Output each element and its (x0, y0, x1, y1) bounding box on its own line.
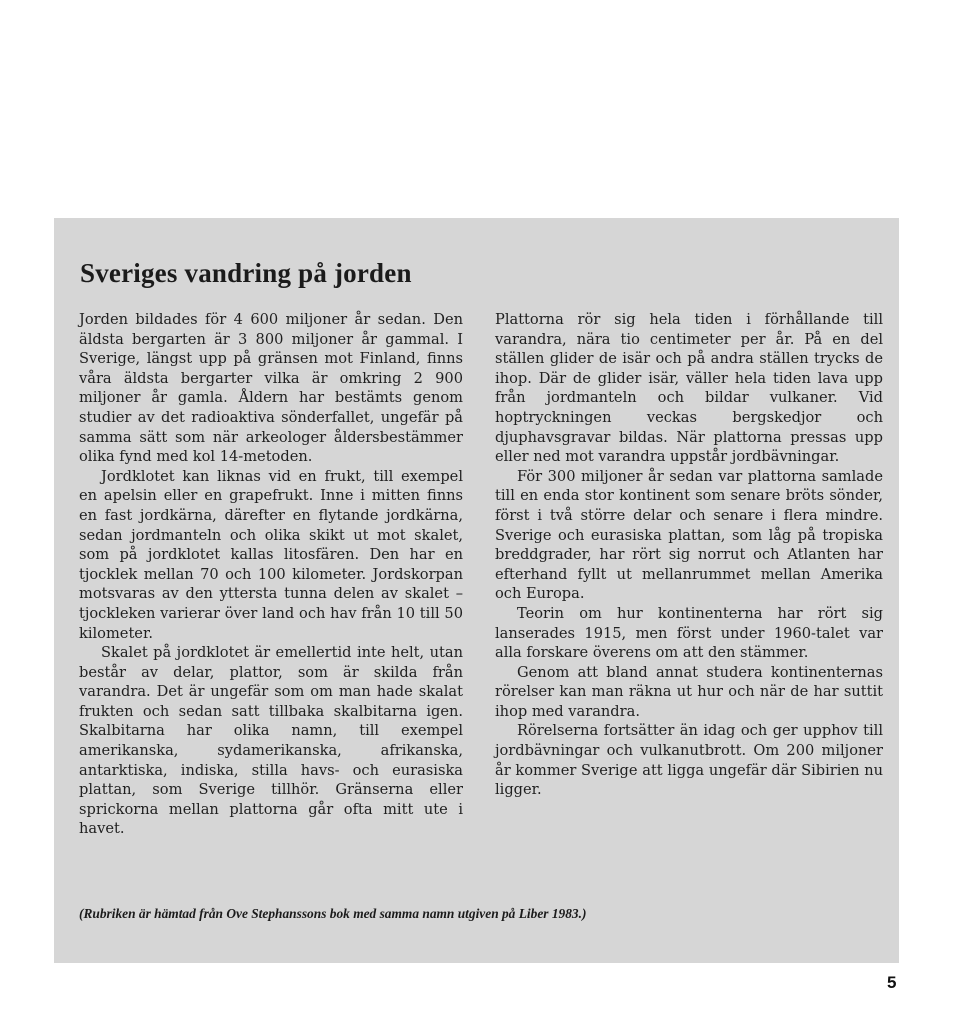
paragraph: Rörelserna fortsätter än idag och ger upphov till jordbävningar och vulkanutbrott. Om 200 miljoner år kommer Sverige att ligga ungefär där Sibirien nu ligger. (495, 722, 883, 799)
paragraph: Jordklotet kan liknas vid en frukt, till exempel en apelsin eller en grapefrukt. Inne i mitten finns en fast jordkärna, därefter en flytande jordkärna, sedan jordmanteln och olika skikt ut mot skalet, som på jordklotet kallas litosfären. Den har en tjocklek mellan 70 och 100 kilometer. Jordskorpan motsvaras av den yttersta tunna delen av skalet – tjockleken varierar över land och hav från 10 till 50 kilometer. (79, 467, 463, 642)
page-number: 5 (887, 973, 897, 992)
source-footnote: (Rubriken är hämtad från Ove Stephanssons bok med samma namn utgiven på Liber 1983.) (79, 906, 587, 921)
right-column (495, 310, 883, 800)
paragraph: Teorin om hur kontinenterna har rört sig lanserades 1915, men först under 1960-talet var alla forskare överens om att den stämmer. (495, 604, 883, 662)
paragraph: Plattorna rör sig hela tiden i förhållande till varandra, nära tio centimeter per år. På en del ställen glider de isär och på andra ställen trycks de ihop. Där de glider isär, väller hela tiden lava upp från jordmanteln och bildar vulkaner. Vid hoptryckningen veckas bergskedjor och djuphavsgravar bildas. När plattorna pressas upp eller ned mot varandra uppstår jordbävningar. (495, 311, 883, 466)
left-column (79, 310, 463, 839)
paragraph: Genom att bland annat studera kontinenternas rörelser kan man räkna ut hur och när de har suttit ihop med varandra. (495, 663, 883, 720)
paragraph: För 300 miljoner år sedan var plattorna samlade till en enda stor kontinent som senare bröts sönder, först i två större delar och senare i flera mindre. Sverige och eurasiska plattan, som låg på tropiska breddgrader, har rört sig norrut och Atlanten har efterhand fyllt ut mellanrummet mellan Amerika och Europa. (495, 467, 883, 603)
paragraph: Skalet på jordklotet är emellertid inte helt, utan består av delar, plattor, som är skilda från varandra. Det är ungefär som om man hade skalat frukten och sedan satt tillbaka skalbitarna igen. Skalbitarna har olika namn, till exempel amerikanska, sydamerikanska, afrikanska, antarktiska, indiska, stilla havs- och eurasiska plattan, som Sverige tillhör. Gränserna eller sprickorna mellan plattorna går ofta mitt ute i havet. (79, 644, 463, 838)
article-title: Sveriges vandring på jorden (80, 258, 412, 288)
paragraph: Jorden bildades för 4 600 miljoner år sedan. Den äldsta bergarten är 3 800 miljoner år gammal. I Sverige, längst upp på gränsen mot Finland, finns våra äldsta bergarter vilka är omkring 2 900 miljoner år gamla. Åldern har bestämts genom studier av det radioaktiva sönderfallet, ungefär på samma sätt som när arkeologer åldersbestämmer olika fynd med kol 14-metoden. (79, 311, 463, 466)
